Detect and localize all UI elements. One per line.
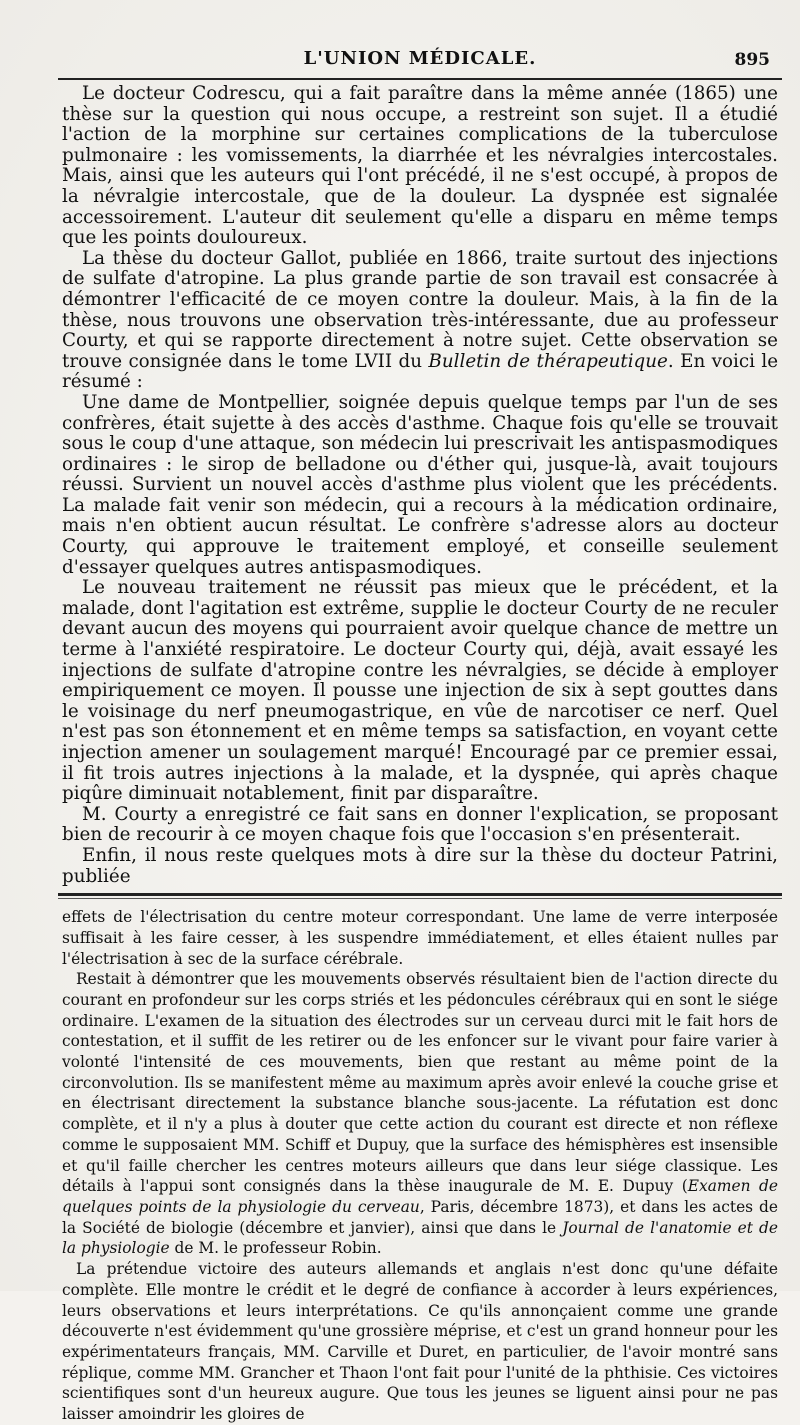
- paragraph-patrini: Enfin, il nous reste quelques mots à dire sur la thèse du docteur Patrini, publiée: [62, 844, 778, 887]
- footnote-separator-thin: [58, 898, 782, 899]
- running-head: [62, 48, 778, 78]
- note-demonstration-text: Restait à démontrer que les mouvements observés résultaient bien de l'action directe du courant en profondeur sur les corps striés et les pédoncules cérébraux qui en sont le siége ordinaire. L'examen de la situation des électrodes sur un cerveau durci mit le fait hors de contestation, et il suffit de les retirer ou de les enfoncer sur le vivant pour faire varier à volonté l'intensité de ces mouvements, bien que restant au même point de la circonvolution. Ils se manifestent même au maximum après avoir enlevé la couche grise et en électrisant directement la substance blanche sous-jacente. La réfutation est donc complète, et il n'y a plus à douter que cette action du courant est directe et non réflexe comme le supposaient MM. Schiff et Dupuy, que la surface des hémisphères est insensible et qu'il faille chercher les centres moteurs ailleurs que dans leur siége classique. Les détails à l'appui sont consignés dans la thèse inaugurale de M. E. Dupuy (: [62, 970, 778, 1196]
- main-text: [62, 84, 778, 887]
- footnote-text: [62, 907, 778, 1425]
- header-rule: [58, 78, 782, 80]
- note-demonstration-mid: , Paris, décembre 1873), et dans les actes de la Société de biologie (décembre et janvier), ainsi que dans le: [62, 1198, 778, 1237]
- footnote-separator: [58, 893, 782, 896]
- paragraph-case-montpellier: Une dame de Montpellier, soignée depuis quelque temps par l'un de ses confrères, était sujette à des accès d'asthme. Chaque fois qu'elle se trouvait sous le coup d'une attaque, son médecin lui prescrivait les antispasmodiques ordinaires : le sirop de belladone ou d'éther qui, jusque-là, avait toujours réussi. Survient un nouvel accès d'asthme plus violent que les précédents. La malade fait venir son médecin, qui a recours à la médication ordinaire, mais n'en obtient aucun résultat. Le confrère s'adresse alors au docteur Courty, qui approuve le traitement employé, et conseille seulement d'essayer quelques autres antispasmodiques.: [62, 391, 778, 578]
- note-victory: La prétendue victoire des auteurs allemands et anglais n'est donc qu'une défaite complète. Elle montre le crédit et le degré de confiance à accorder à leurs expériences, leurs observations et leurs interprétations. Ce qu'ils annonçaient comme une grande découverte n'est évidemment qu'une grossière méprise, et c'est un grand honneur pour les expérimentateurs français, MM. Carville et Duret, en particulier, de l'avoir montré sans réplique, comme MM. Grancher et Thaon l'ont fait pour l'unité de la phthisie. Ces victoires scientifiques sont d'un heureux augure. Que tous les jeunes se liguent ainsi pour ne pas laisser amoindrir les gloires de: [62, 1260, 778, 1424]
- paragraph-codrescu: Le docteur Codrescu, qui a fait paraître dans la même année (1865) une thèse sur la question qui nous occupe, a restreint son sujet. Il a étudié l'action de la morphine sur certaines complications de la tuberculose pulmonaire : les vomissements, la diarrhée et les névralgies intercostales. Mais, ainsi que les auteurs qui l'ont précédé, il ne s'est occupé, à propos de la névralgie intercostale, que de la douleur. La dyspnée est signalée accessoirement. L'auteur dit seulement qu'elle a disparu en même temps que les points douloureux.: [62, 83, 778, 249]
- running-title: L'UNION MÉDICALE.: [303, 48, 537, 69]
- dupuy-thesis-title: Examen de quelques points de la physiologie du cerveau: [62, 1177, 778, 1216]
- paragraph-gallot: [62, 249, 778, 393]
- paragraph-new-treatment: Le nouveau traitement ne réussit pas mieux que le précédent, et la malade, dont l'agitation est extrême, supplie le docteur Courty de ne reculer devant aucun des moyens qui pourraient avoir quelque chance de mettre un terme à l'anxiété respiratoire. Le docteur Courty qui, déjà, avait essayé les injections de sulfate d'atropine contre les névralgies, se décide à employer empiriquement ce moyen. Il pousse une injection de six à sept gouttes dans le voisinage du nerf pneumogastrique, en vûe de narcotiser ce nerf. Quel n'est pas son étonnement et en même temps sa satisfaction, en voyant cette injection amener un soulagement marqué! Encouragé par ce premier essai, il fit trois autres injections à la malade, et la dyspnée, qui après chaque piqûre diminuait notablement, finit par disparaître.: [62, 577, 778, 805]
- paragraph-courty: M. Courty a enregistré ce fait sans en donner l'explication, se proposant bien de recourir à ce moyen chaque fois que l'occasion s'en présenterait.: [62, 803, 778, 846]
- note-demonstration: [62, 969, 778, 1259]
- paragraph-gallot-text: La thèse du docteur Gallot, publiée en 1866, traite surtout des injections de sulfate d'atropine. La plus grande partie de son travail est consacrée à démontrer l'efficacité de ce moyen contre la douleur. Mais, à la fin de la thèse, nous trouvons une observation très-intéressante, due au professeur Courty, et qui se rapporte directement à notre sujet. Cette observation se trouve consignée dans le tome LVII du: [62, 247, 778, 372]
- paragraph-gallot-end: . En voici le résumé :: [62, 350, 779, 393]
- page-number: 895: [734, 50, 770, 70]
- note-demonstration-end: de M. le professeur Robin.: [169, 1239, 382, 1258]
- bulletin-title: Bulletin de thérapeutique: [428, 350, 668, 372]
- note-electrisation: effets de l'électrisation du centre moteur correspondant. Une lame de verre interposée suffisait à les faire cesser, à les suspendre immédiatement, et elles étaient nulles par l'électrisation à sec de la surface cérébrale.: [62, 908, 778, 968]
- journal-title: Journal de l'anatomie et de la physiologie: [62, 1218, 778, 1258]
